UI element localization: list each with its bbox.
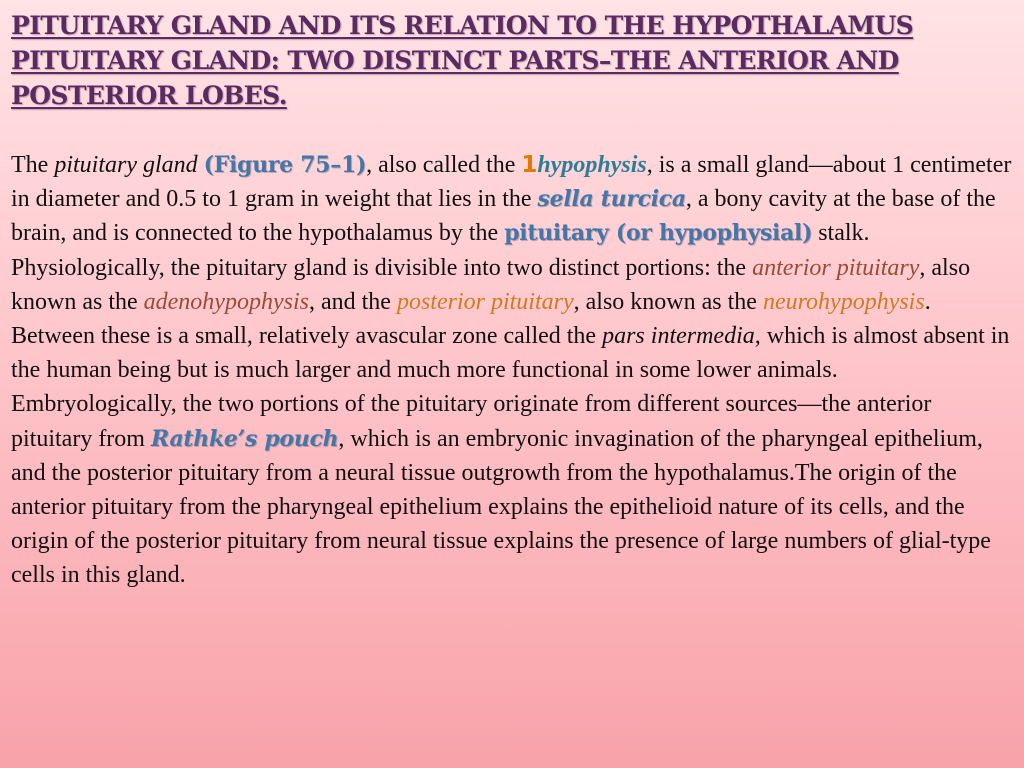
term-sella-turcica: sella turcica [537,186,686,213]
text-run: The [11,152,55,178]
title-line-3: POSTERIOR LOBES. [11,81,287,110]
body-text [11,148,1015,593]
term-neurohypophysis: neurohypophysis [762,288,925,315]
term-adenohypophysis: adenohypophysis [143,288,309,315]
term-rathkes-pouch: Rathke’s pouch [150,425,339,452]
slide-title [11,8,1011,113]
text-run: , and the [308,288,397,315]
text-run: , is a small gland—about 1 centimeter in diameter and 0.5 to 1 gram in weight that lies in the [11,152,1012,213]
text-run: stalk. Physiologically, the pituitary gland is divisible into two distinct portions: the [11,220,870,281]
term-pars-intermedia: pars intermedia, [602,323,761,350]
text-run: , a bony cavity at the base of the brain, and is connected to the hypothalamus by the [11,186,996,247]
term-pituitary-gland: pituitary gland [54,152,198,178]
term-pituitary-stalk: pituitary (or hypophysial) [504,220,813,247]
figure-reference: (Figure 75–1) [203,152,367,178]
paragraph-embryology [11,387,1015,592]
text-run: Embryologically, the two portions of the pituitary originate from different sources—the anterior pituitary from [11,391,932,452]
text-run: , also known as the [11,254,971,315]
text-run: . Between these is a small, relatively avascular zone called the [11,288,931,350]
footnote-number: 1 [521,152,538,178]
text-run: , also known as the [573,288,763,315]
paragraph-pituitary-overview [11,148,1015,387]
term-anterior-pituitary: anterior pituitary [752,254,920,281]
text-run: which is almost absent in the human being but is much larger and much more functional in some lower animals. [11,323,1010,384]
text-run: , which is an embryonic invagination of the pharyngeal epithelium, and the posterior pituitary from a neural tissue outgrowth from the hypothalamus.The origin of the anterior pituitary from the pharyngeal epithelium explains the epithelioid nature of its cells, and the origin of the posterior pituitary from neural tissue explains the presence of large numbers of glial-type cells in this gland. [11,425,991,589]
text-run: , also called the [366,152,522,178]
title-line-1: PITUITARY GLAND AND ITS RELATION TO THE HYPOTHALAMUS [11,11,914,40]
term-hypophysis: hypophysis [537,152,647,178]
title-line-2: PITUITARY GLAND: TWO DISTINCT PARTS–THE ANTERIOR AND [11,46,899,75]
term-posterior-pituitary: posterior pituitary [396,288,574,315]
